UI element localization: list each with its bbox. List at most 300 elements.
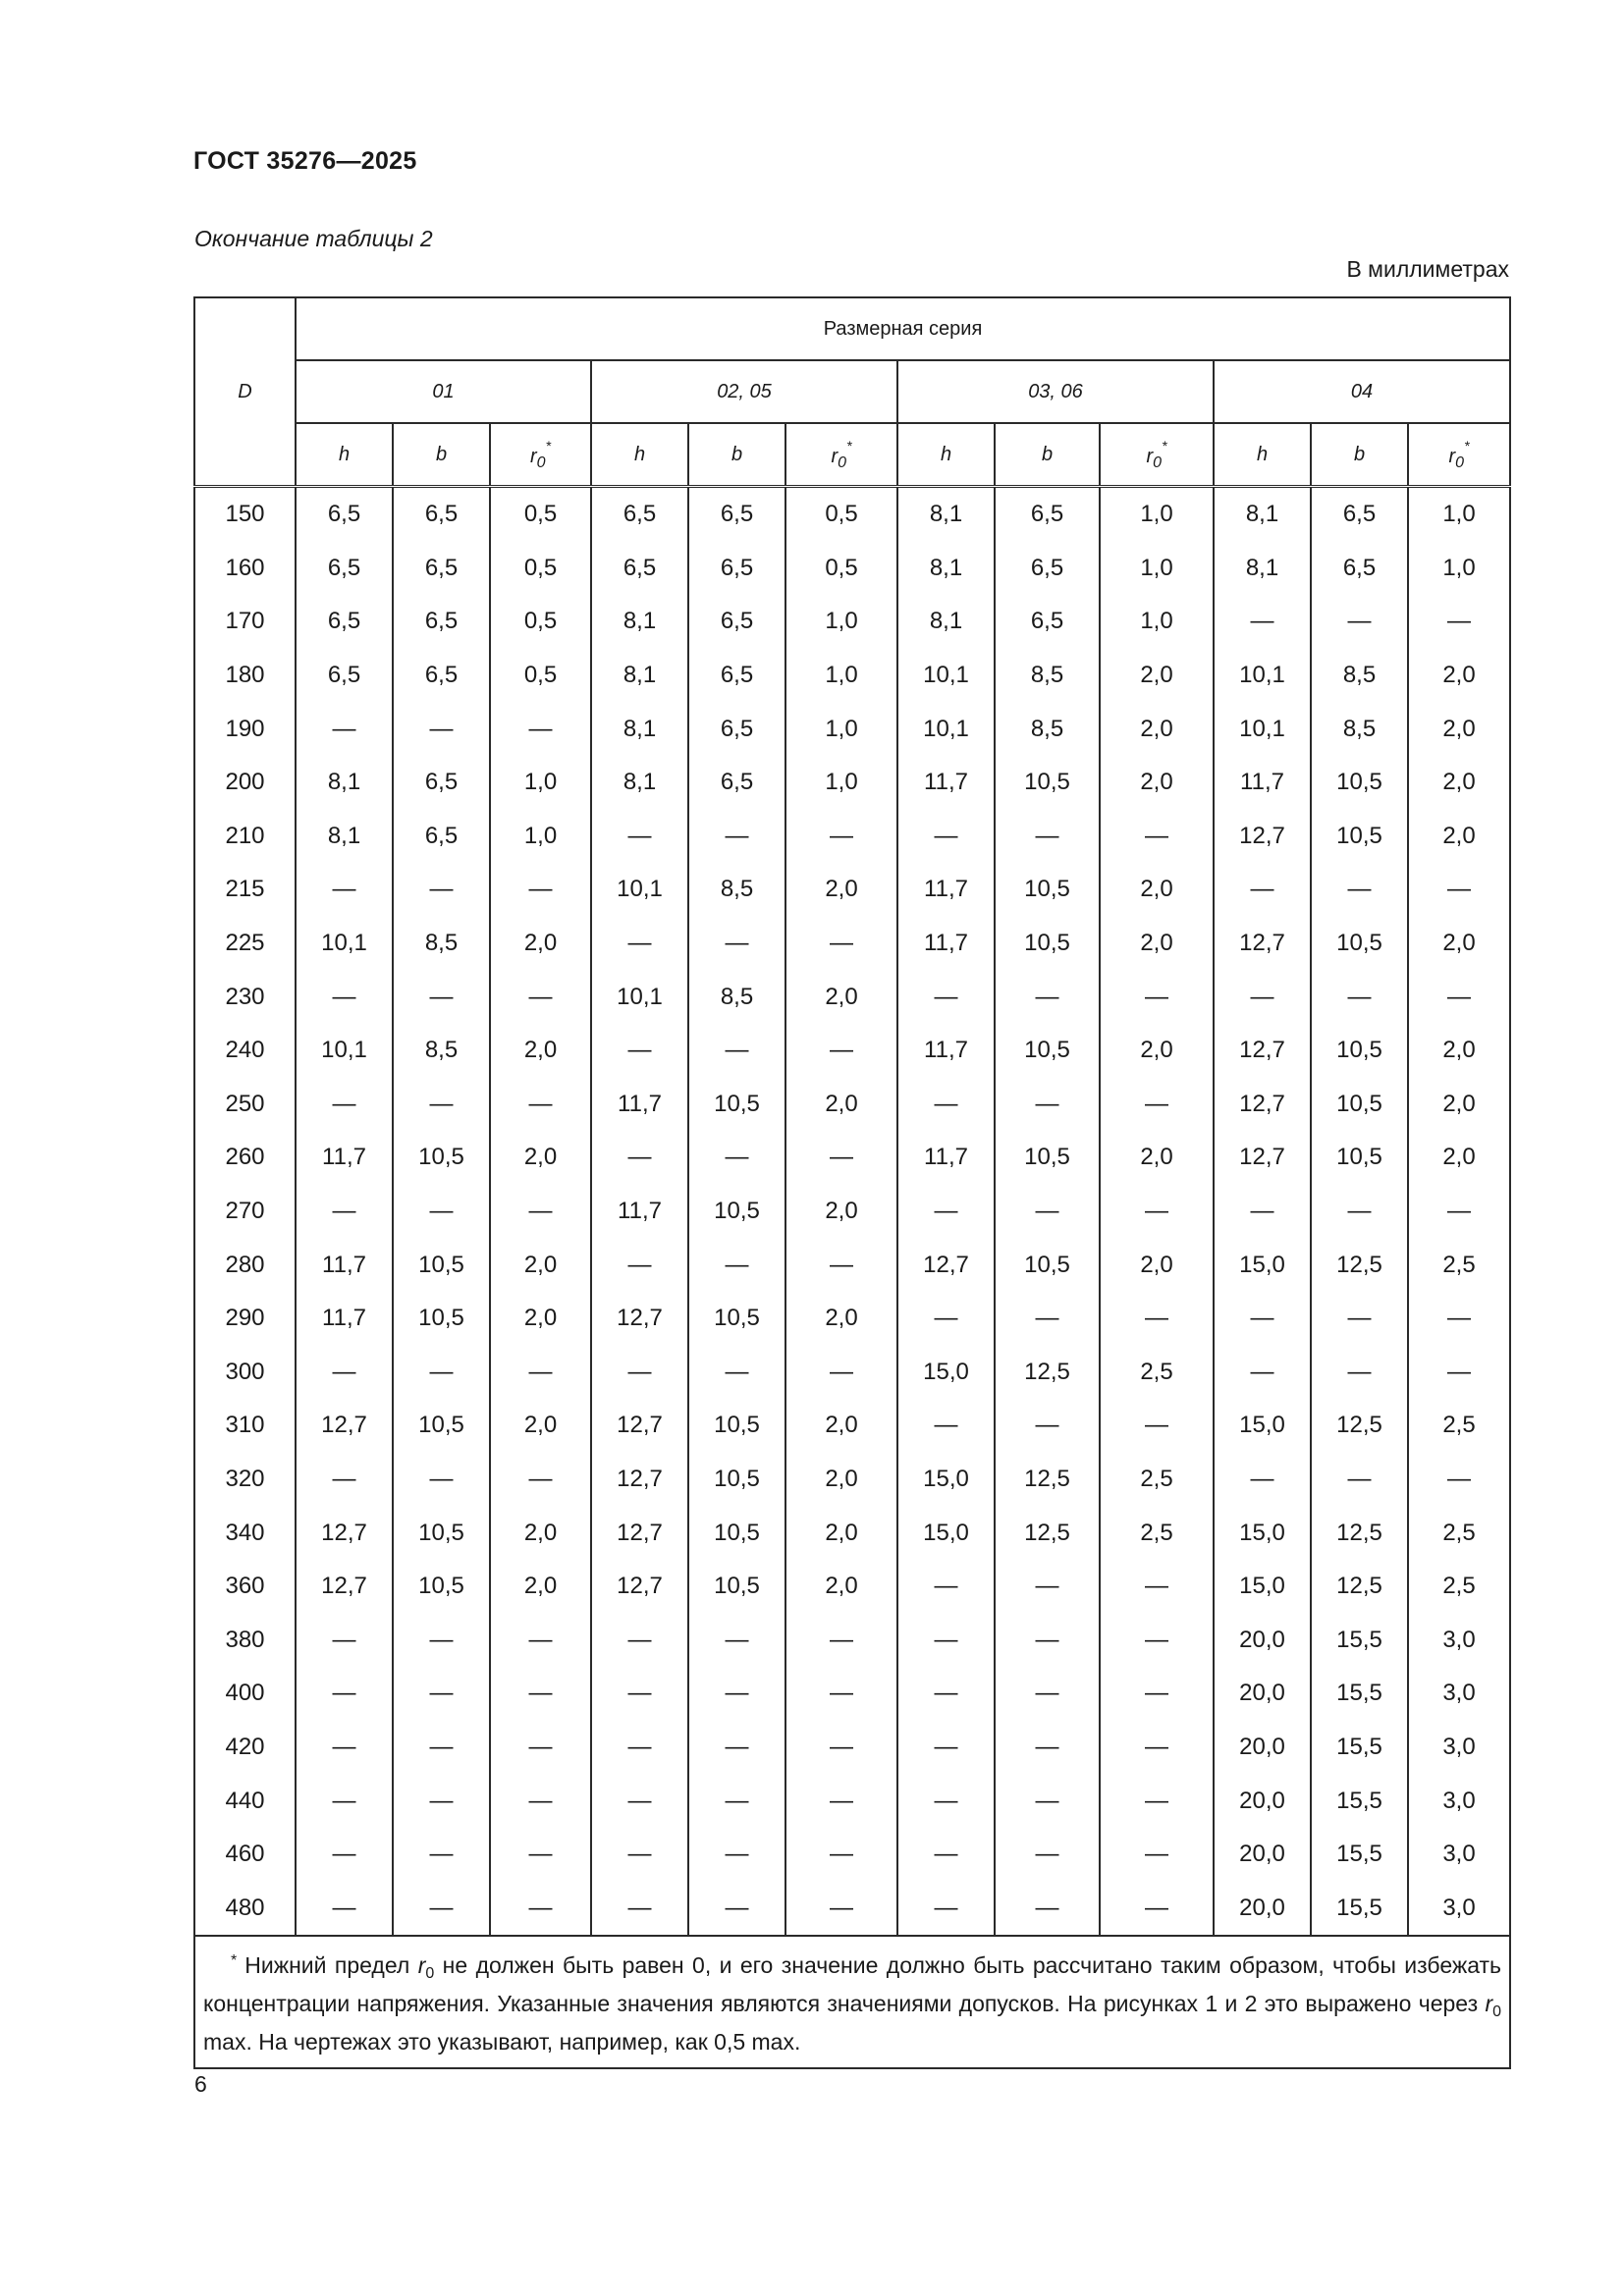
table-cell: — xyxy=(995,1185,1100,1239)
table-cell: 11,7 xyxy=(296,1292,393,1346)
table-row xyxy=(194,1774,1510,1828)
cell-d: 190 xyxy=(194,702,296,756)
table-cell: 1,0 xyxy=(785,595,897,649)
table-cell: 6,5 xyxy=(393,756,490,810)
table-cell: — xyxy=(393,1613,490,1667)
table-cell: — xyxy=(296,1721,393,1775)
table-cell: 2,0 xyxy=(490,917,591,971)
table-row xyxy=(194,863,1510,917)
table-cell: — xyxy=(296,1185,393,1239)
table-cell: 10,1 xyxy=(296,1024,393,1078)
table-cell: 8,1 xyxy=(296,810,393,864)
table-cell: 11,7 xyxy=(897,863,995,917)
table-cell: — xyxy=(1214,595,1311,649)
header-group-02-05: 02, 05 xyxy=(591,360,897,423)
table-cell: — xyxy=(995,1560,1100,1614)
cell-d: 290 xyxy=(194,1292,296,1346)
subheader-h: h xyxy=(897,423,995,487)
table-cell: 11,7 xyxy=(897,917,995,971)
table-cell: 10,5 xyxy=(995,1238,1100,1292)
table-cell: — xyxy=(995,810,1100,864)
table-cell: — xyxy=(393,1667,490,1721)
table-cell: 1,0 xyxy=(1408,487,1510,542)
table-cell: 10,1 xyxy=(1214,702,1311,756)
table-cell: — xyxy=(1408,595,1510,649)
table-row xyxy=(194,1078,1510,1132)
table-cell: 6,5 xyxy=(995,542,1100,596)
table-cell: 6,5 xyxy=(591,487,688,542)
table-cell: 15,5 xyxy=(1311,1613,1408,1667)
table-cell: — xyxy=(1311,863,1408,917)
table-row xyxy=(194,1560,1510,1614)
table-cell: 12,7 xyxy=(897,1238,995,1292)
table-cell: 10,1 xyxy=(591,970,688,1024)
table-cell: — xyxy=(1408,1185,1510,1239)
table-cell: — xyxy=(1100,1774,1214,1828)
table-cell: 6,5 xyxy=(393,649,490,703)
table-cell: 2,0 xyxy=(785,1185,897,1239)
table-cell: — xyxy=(1214,1292,1311,1346)
table-cell: — xyxy=(1214,1453,1311,1507)
table-cell: — xyxy=(688,810,785,864)
table-cell: 10,5 xyxy=(688,1506,785,1560)
cell-d: 215 xyxy=(194,863,296,917)
table-cell: 10,5 xyxy=(393,1131,490,1185)
table-cell: — xyxy=(1311,595,1408,649)
table-cell: 6,5 xyxy=(688,649,785,703)
table-cell: 11,7 xyxy=(1214,756,1311,810)
table-cell: 10,5 xyxy=(688,1292,785,1346)
cell-d: 360 xyxy=(194,1560,296,1614)
table-cell: — xyxy=(785,917,897,971)
table-cell: 2,0 xyxy=(1100,1024,1214,1078)
table-cell: 8,1 xyxy=(591,649,688,703)
table-row xyxy=(194,1613,1510,1667)
table-cell: 10,1 xyxy=(897,702,995,756)
table-cell: 2,0 xyxy=(1100,917,1214,971)
table-cell: 15,5 xyxy=(1311,1881,1408,1936)
table-cell: — xyxy=(897,1721,995,1775)
table-cell: 8,5 xyxy=(995,649,1100,703)
table-cell: — xyxy=(490,702,591,756)
table-cell: 15,5 xyxy=(1311,1828,1408,1882)
table-cell: — xyxy=(688,1828,785,1882)
table-row xyxy=(194,917,1510,971)
table-cell: — xyxy=(785,1346,897,1400)
table-row xyxy=(194,1721,1510,1775)
table-cell: — xyxy=(490,1881,591,1936)
table-cell: 11,7 xyxy=(591,1185,688,1239)
table-cell: — xyxy=(897,1774,995,1828)
table-cell: — xyxy=(591,1024,688,1078)
table-cell: — xyxy=(591,1346,688,1400)
table-cell: — xyxy=(995,1881,1100,1936)
table-cell: 2,0 xyxy=(490,1399,591,1453)
table-cell: — xyxy=(897,1828,995,1882)
table-cell: 12,7 xyxy=(1214,1024,1311,1078)
table-cell: — xyxy=(296,970,393,1024)
table-cell: 12,5 xyxy=(1311,1506,1408,1560)
table-cell: 2,0 xyxy=(785,1078,897,1132)
table-cell: 1,0 xyxy=(1100,542,1214,596)
table-cell: — xyxy=(490,1185,591,1239)
table-cell: — xyxy=(995,1721,1100,1775)
cell-d: 200 xyxy=(194,756,296,810)
table-cell: 15,0 xyxy=(897,1506,995,1560)
table-cell: 0,5 xyxy=(785,487,897,542)
subheader-r-star: * xyxy=(545,437,552,454)
table-cell: — xyxy=(490,1774,591,1828)
table-cell: 10,5 xyxy=(688,1078,785,1132)
table-cell: 11,7 xyxy=(897,1131,995,1185)
table-cell: — xyxy=(688,1613,785,1667)
cell-d: 440 xyxy=(194,1774,296,1828)
table-cell: — xyxy=(995,1613,1100,1667)
subheader-r-star: * xyxy=(1464,437,1470,454)
table-cell: 2,0 xyxy=(785,1453,897,1507)
table-row xyxy=(194,542,1510,596)
subheader-h: h xyxy=(296,423,393,487)
table-cell: 8,1 xyxy=(897,542,995,596)
table-cell: 15,0 xyxy=(897,1346,995,1400)
table-cell: 10,1 xyxy=(1214,649,1311,703)
table-footnote xyxy=(194,1936,1510,2068)
subheader-h: h xyxy=(591,423,688,487)
table-cell: 6,5 xyxy=(296,542,393,596)
table-cell: 15,0 xyxy=(1214,1399,1311,1453)
table-cell: 2,5 xyxy=(1408,1506,1510,1560)
subheader-r-symbol: r xyxy=(1146,445,1154,467)
cell-d: 280 xyxy=(194,1238,296,1292)
table-cell: 0,5 xyxy=(490,595,591,649)
table-cell: — xyxy=(296,702,393,756)
table-cell: — xyxy=(1214,1346,1311,1400)
table-row xyxy=(194,595,1510,649)
table-cell: — xyxy=(1100,1721,1214,1775)
table-cell: 10,5 xyxy=(1311,1078,1408,1132)
table-cell: 10,5 xyxy=(1311,810,1408,864)
table-cell: 20,0 xyxy=(1214,1828,1311,1882)
subheader-r0 xyxy=(1100,423,1214,487)
table-cell: 11,7 xyxy=(296,1238,393,1292)
table-cell: 12,5 xyxy=(1311,1238,1408,1292)
subheader-b: b xyxy=(393,423,490,487)
table-cell: — xyxy=(1100,1613,1214,1667)
table-cell: 1,0 xyxy=(785,702,897,756)
table-cell: 10,5 xyxy=(995,863,1100,917)
table-cell: 6,5 xyxy=(1311,542,1408,596)
subheader-r-symbol: r xyxy=(831,445,839,467)
table-cell: — xyxy=(688,1721,785,1775)
table-row xyxy=(194,487,1510,542)
table-cell: — xyxy=(393,1721,490,1775)
table-cell: — xyxy=(296,1881,393,1936)
table-cell: — xyxy=(490,863,591,917)
table-cell: 20,0 xyxy=(1214,1613,1311,1667)
table-cell: — xyxy=(688,1131,785,1185)
table-row xyxy=(194,1667,1510,1721)
table-cell: 8,1 xyxy=(897,487,995,542)
table-cell: — xyxy=(785,1721,897,1775)
table-row xyxy=(194,1453,1510,1507)
table-row xyxy=(194,1185,1510,1239)
table-cell: 8,5 xyxy=(1311,649,1408,703)
footnote-r-index: 0 xyxy=(425,1965,435,1983)
table-cell: 6,5 xyxy=(995,595,1100,649)
table-cell: 8,5 xyxy=(688,863,785,917)
table-cell: — xyxy=(591,1131,688,1185)
table-cell: 6,5 xyxy=(688,542,785,596)
table-cell: — xyxy=(995,1078,1100,1132)
subheader-b: b xyxy=(688,423,785,487)
table-cell: 10,5 xyxy=(393,1292,490,1346)
footnote-text-3: max. На чертежах это указывают, например, как 0,5 max. xyxy=(203,2029,801,2056)
table-cell: 12,7 xyxy=(296,1506,393,1560)
table-cell: 2,0 xyxy=(785,1506,897,1560)
table-cell: 1,0 xyxy=(785,756,897,810)
table-cell: 12,5 xyxy=(995,1453,1100,1507)
table-cell: — xyxy=(897,1613,995,1667)
table-cell: — xyxy=(1311,1185,1408,1239)
table-cell: 2,0 xyxy=(1408,756,1510,810)
cell-d: 380 xyxy=(194,1613,296,1667)
table-cell: — xyxy=(785,1881,897,1936)
table-cell: — xyxy=(995,1292,1100,1346)
table-cell: — xyxy=(688,1238,785,1292)
table-cell: 12,7 xyxy=(591,1292,688,1346)
table-cell: 6,5 xyxy=(393,542,490,596)
table-row xyxy=(194,756,1510,810)
table-cell: — xyxy=(296,1078,393,1132)
table-cell: 8,1 xyxy=(1214,542,1311,596)
table-cell: 6,5 xyxy=(995,487,1100,542)
table-cell: — xyxy=(296,863,393,917)
table-cell: 0,5 xyxy=(490,542,591,596)
subheader-r-index: 0 xyxy=(536,454,546,471)
table-cell: 10,5 xyxy=(688,1399,785,1453)
table-cell: — xyxy=(688,1024,785,1078)
table-cell: 1,0 xyxy=(785,649,897,703)
table-cell: 2,0 xyxy=(785,970,897,1024)
table-cell: — xyxy=(490,1721,591,1775)
table-cell: 15,5 xyxy=(1311,1774,1408,1828)
table-cell: — xyxy=(296,1453,393,1507)
table-cell: 10,1 xyxy=(897,649,995,703)
table-cell: 3,0 xyxy=(1408,1774,1510,1828)
subheader-r0 xyxy=(785,423,897,487)
table-cell: — xyxy=(591,1721,688,1775)
subheader-r0 xyxy=(490,423,591,487)
table-row xyxy=(194,1238,1510,1292)
table-cell: — xyxy=(393,702,490,756)
table-cell: 2,0 xyxy=(1100,756,1214,810)
units-label: В миллиметрах xyxy=(1346,256,1509,282)
table-cell: 2,0 xyxy=(490,1131,591,1185)
table-cell: — xyxy=(897,1078,995,1132)
cell-d: 210 xyxy=(194,810,296,864)
cell-d: 310 xyxy=(194,1399,296,1453)
header-group-04: 04 xyxy=(1214,360,1510,423)
subheader-r-index: 0 xyxy=(838,454,847,471)
cell-d: 460 xyxy=(194,1828,296,1882)
table-cell: — xyxy=(1100,810,1214,864)
table-cell: — xyxy=(296,1346,393,1400)
table-cell: 2,0 xyxy=(785,1560,897,1614)
cell-d: 320 xyxy=(194,1453,296,1507)
table-cell: — xyxy=(785,810,897,864)
cell-d: 180 xyxy=(194,649,296,703)
table-cell: 2,0 xyxy=(490,1292,591,1346)
table-cell: 6,5 xyxy=(393,810,490,864)
cell-d: 420 xyxy=(194,1721,296,1775)
table-cell: 2,5 xyxy=(1100,1346,1214,1400)
table-cell: — xyxy=(296,1667,393,1721)
table-cell: 1,0 xyxy=(490,810,591,864)
table-cell: 12,5 xyxy=(1311,1399,1408,1453)
subheader-r-star: * xyxy=(846,437,852,454)
table-cell: 10,5 xyxy=(1311,1024,1408,1078)
table-cell: 11,7 xyxy=(296,1131,393,1185)
table-cell: 20,0 xyxy=(1214,1881,1311,1936)
table-cell: — xyxy=(897,1399,995,1453)
table-cell: 11,7 xyxy=(591,1078,688,1132)
table-cell: — xyxy=(1100,1292,1214,1346)
subheader-b: b xyxy=(1311,423,1408,487)
table-cell: 3,0 xyxy=(1408,1721,1510,1775)
table-row xyxy=(194,810,1510,864)
table-cell: — xyxy=(490,1078,591,1132)
table-cell: — xyxy=(995,1399,1100,1453)
table-cell: 2,0 xyxy=(785,863,897,917)
table-cell: 8,5 xyxy=(995,702,1100,756)
header-group-01: 01 xyxy=(296,360,591,423)
table-row xyxy=(194,649,1510,703)
table-cell: 15,5 xyxy=(1311,1667,1408,1721)
table-cell: — xyxy=(1214,970,1311,1024)
table-cell: 6,5 xyxy=(591,542,688,596)
table-cell: 12,7 xyxy=(296,1399,393,1453)
table-cell: 8,1 xyxy=(897,595,995,649)
table-cell: — xyxy=(591,1881,688,1936)
table-cell: — xyxy=(1408,970,1510,1024)
table-cell: 3,0 xyxy=(1408,1667,1510,1721)
footnote-r-symbol: r xyxy=(417,1952,426,1979)
table-cell: 2,0 xyxy=(1100,649,1214,703)
table-cell: 12,5 xyxy=(1311,1560,1408,1614)
table-cell: 8,1 xyxy=(591,595,688,649)
table-cell: — xyxy=(490,970,591,1024)
table-cell: — xyxy=(688,1346,785,1400)
table-cell: 8,5 xyxy=(393,1024,490,1078)
table-cell: 12,7 xyxy=(591,1506,688,1560)
table-row xyxy=(194,1506,1510,1560)
table-cell: 8,5 xyxy=(1311,702,1408,756)
table-cell: 2,0 xyxy=(490,1024,591,1078)
table-cell: 2,0 xyxy=(1408,649,1510,703)
table-cell: 6,5 xyxy=(393,595,490,649)
table-caption: Окончание таблицы 2 xyxy=(194,226,433,251)
table-cell: 2,0 xyxy=(1408,1078,1510,1132)
table-cell: 12,7 xyxy=(591,1560,688,1614)
table-cell: 20,0 xyxy=(1214,1667,1311,1721)
table-cell: 2,5 xyxy=(1100,1453,1214,1507)
table-cell: 2,5 xyxy=(1408,1560,1510,1614)
table-cell: — xyxy=(1100,1828,1214,1882)
table-cell: — xyxy=(1100,970,1214,1024)
table-cell: 2,0 xyxy=(785,1292,897,1346)
footnote-star: * xyxy=(231,1952,238,1970)
table-cell: 10,1 xyxy=(296,917,393,971)
table-cell: 2,5 xyxy=(1408,1399,1510,1453)
subheader-h: h xyxy=(1214,423,1311,487)
table-cell: — xyxy=(897,1185,995,1239)
dimensions-table xyxy=(193,296,1511,2069)
table-cell: — xyxy=(1100,1560,1214,1614)
subheader-b: b xyxy=(995,423,1100,487)
table-cell: 12,7 xyxy=(1214,1131,1311,1185)
table-cell: — xyxy=(393,1346,490,1400)
cell-d: 260 xyxy=(194,1131,296,1185)
cell-d: 240 xyxy=(194,1024,296,1078)
table-cell: — xyxy=(1311,1453,1408,1507)
header-series-title: Размерная серия xyxy=(296,297,1510,360)
table-cell: 10,5 xyxy=(1311,917,1408,971)
table-cell: — xyxy=(393,1774,490,1828)
cell-d: 400 xyxy=(194,1667,296,1721)
table-cell: 10,5 xyxy=(1311,756,1408,810)
table-cell: — xyxy=(490,1828,591,1882)
table-cell: — xyxy=(296,1828,393,1882)
table-cell: — xyxy=(393,1078,490,1132)
table-cell: 8,1 xyxy=(296,756,393,810)
table-cell: 15,5 xyxy=(1311,1721,1408,1775)
table-cell: — xyxy=(995,1828,1100,1882)
subheader-r-index: 0 xyxy=(1455,454,1465,471)
table-cell: 1,0 xyxy=(490,756,591,810)
header-d: D xyxy=(194,297,296,487)
table-cell: 12,7 xyxy=(1214,1078,1311,1132)
table-cell: 2,0 xyxy=(785,1399,897,1453)
table-cell: 2,0 xyxy=(1408,1131,1510,1185)
table-cell: 6,5 xyxy=(296,595,393,649)
table-row xyxy=(194,1346,1510,1400)
subheader-r0 xyxy=(1408,423,1510,487)
subheader-r-symbol: r xyxy=(1448,445,1456,467)
table-cell: 2,0 xyxy=(1100,863,1214,917)
table-cell: — xyxy=(1311,1292,1408,1346)
table-cell: — xyxy=(591,1774,688,1828)
table-cell: 12,7 xyxy=(591,1453,688,1507)
table-cell: — xyxy=(785,1131,897,1185)
table-cell: — xyxy=(897,970,995,1024)
footnote-text-1: Нижний предел xyxy=(244,1952,418,1979)
table-cell: — xyxy=(393,1453,490,1507)
cell-d: 300 xyxy=(194,1346,296,1400)
table-cell: — xyxy=(995,970,1100,1024)
table-cell: 2,0 xyxy=(1100,1131,1214,1185)
table-header xyxy=(194,297,1510,487)
cell-d: 250 xyxy=(194,1078,296,1132)
table-cell: 12,7 xyxy=(1214,810,1311,864)
table-cell: 10,5 xyxy=(995,1131,1100,1185)
table-row xyxy=(194,1828,1510,1882)
table-cell: 2,0 xyxy=(490,1238,591,1292)
table-cell: 12,7 xyxy=(591,1399,688,1453)
table-cell: 6,5 xyxy=(1311,487,1408,542)
cell-d: 230 xyxy=(194,970,296,1024)
table-cell: 6,5 xyxy=(688,756,785,810)
table-cell: — xyxy=(1408,1346,1510,1400)
